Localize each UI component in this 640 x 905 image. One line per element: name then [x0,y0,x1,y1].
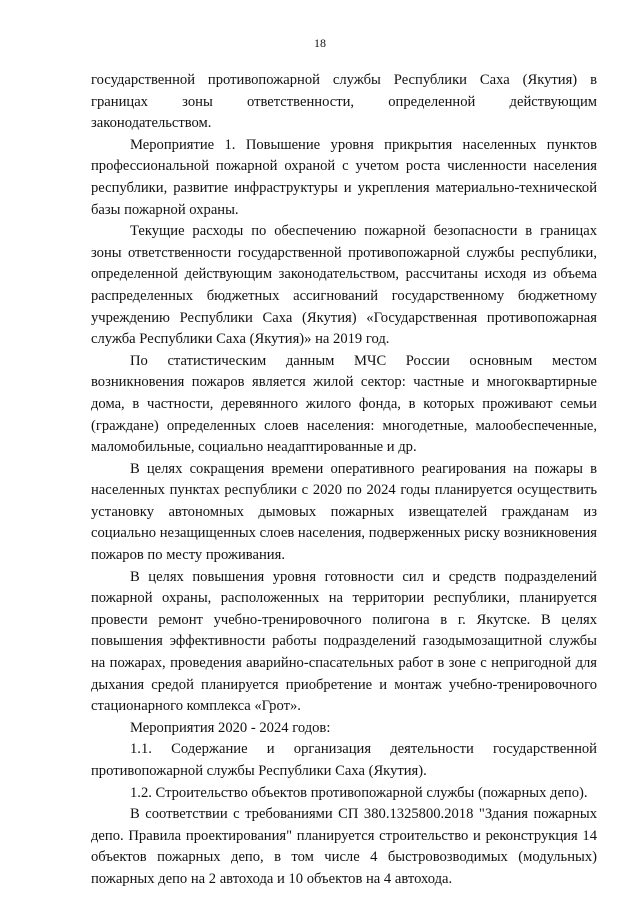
page-number: 18 [314,36,326,50]
paragraph-current-expenses: Текущие расходы по обеспечению пожарной безопасности в границах зоны ответственности государственной противопожарной службы республики, определенной действующим законодательством, рассчитаны исходя из объема распределенных бюджетных ассигнований государственному бюджетному учреждению Республики Саха (Якутия) «Государственная противопожарная служба Республики Саха (Якутия)» на 2019 год. [91,223,597,348]
paragraph-readiness: В целях повышения уровня готовности сил и средств подразделений пожарной охраны, расположенных на территории республики, планируется провести ремонт учебно-тренировочного полигона в г. Якутске. В целях повышения эффективности работы подразделений газодымозащитной службы на пожарах, проведения аварийно-спасательных работ в зоне с непригодной для дыхания средой планируется приобретение и монтаж учебно-тренировочного стационарного комплекса «Грот». [91,568,597,715]
paragraph-item-1-2: 1.2. Строительство объектов противопожарной службы (пожарных депо). [130,784,588,801]
paragraph-continuation: государственной противопожарной службы Республики Саха (Якутия) в границах зоны ответственности, определенной действующим законодательством. [91,72,597,132]
paragraph-item-1-1: 1.1. Содержание и организация деятельности государственной противопожарной службы Республики Саха (Якутия). [91,741,597,779]
paragraph-measure-1: Мероприятие 1. Повышение уровня прикрытия населенных пунктов профессиональной пожарной охраной с учетом роста численности населения республики, развитие инфраструктуры и укрепления материально-технической базы пожарной охраны. [91,136,597,218]
paragraph-measures-heading: Мероприятия 2020 - 2024 годов: [130,719,331,736]
page-body [91,70,597,891]
paragraph-smoke-detectors: В целях сокращения времени оперативного реагирования на пожары в населенных пунктах республики с 2020 по 2024 годы планируется осуществить установку автономных дымовых пожарных извещателей гражданам из социально незащищенных слоев населения, подверженных риску возникновения пожаров по месту проживания. [91,460,597,564]
paragraph-fire-depots: В соответствии с требованиями СП 380.1325800.2018 "Здания пожарных депо. Правила проектирования" планируется строительство и реконструкция 14 объектов пожарных депо, в том числе 4 быстровозводимых (модульных) пожарных депо на 2 автохода и 10 объектов на 4 автохода. [91,806,597,887]
paragraph-statistics: По статистическим данным МЧС России основным местом возникновения пожаров является жилой сектор: частные и многоквартирные дома, в частности, деревянного жилого фонда, в которых проживают семьи (граждане) определенных слоев населения: многодетные, малообеспеченные, маломобильные, социально неадаптированные и др. [91,352,597,456]
